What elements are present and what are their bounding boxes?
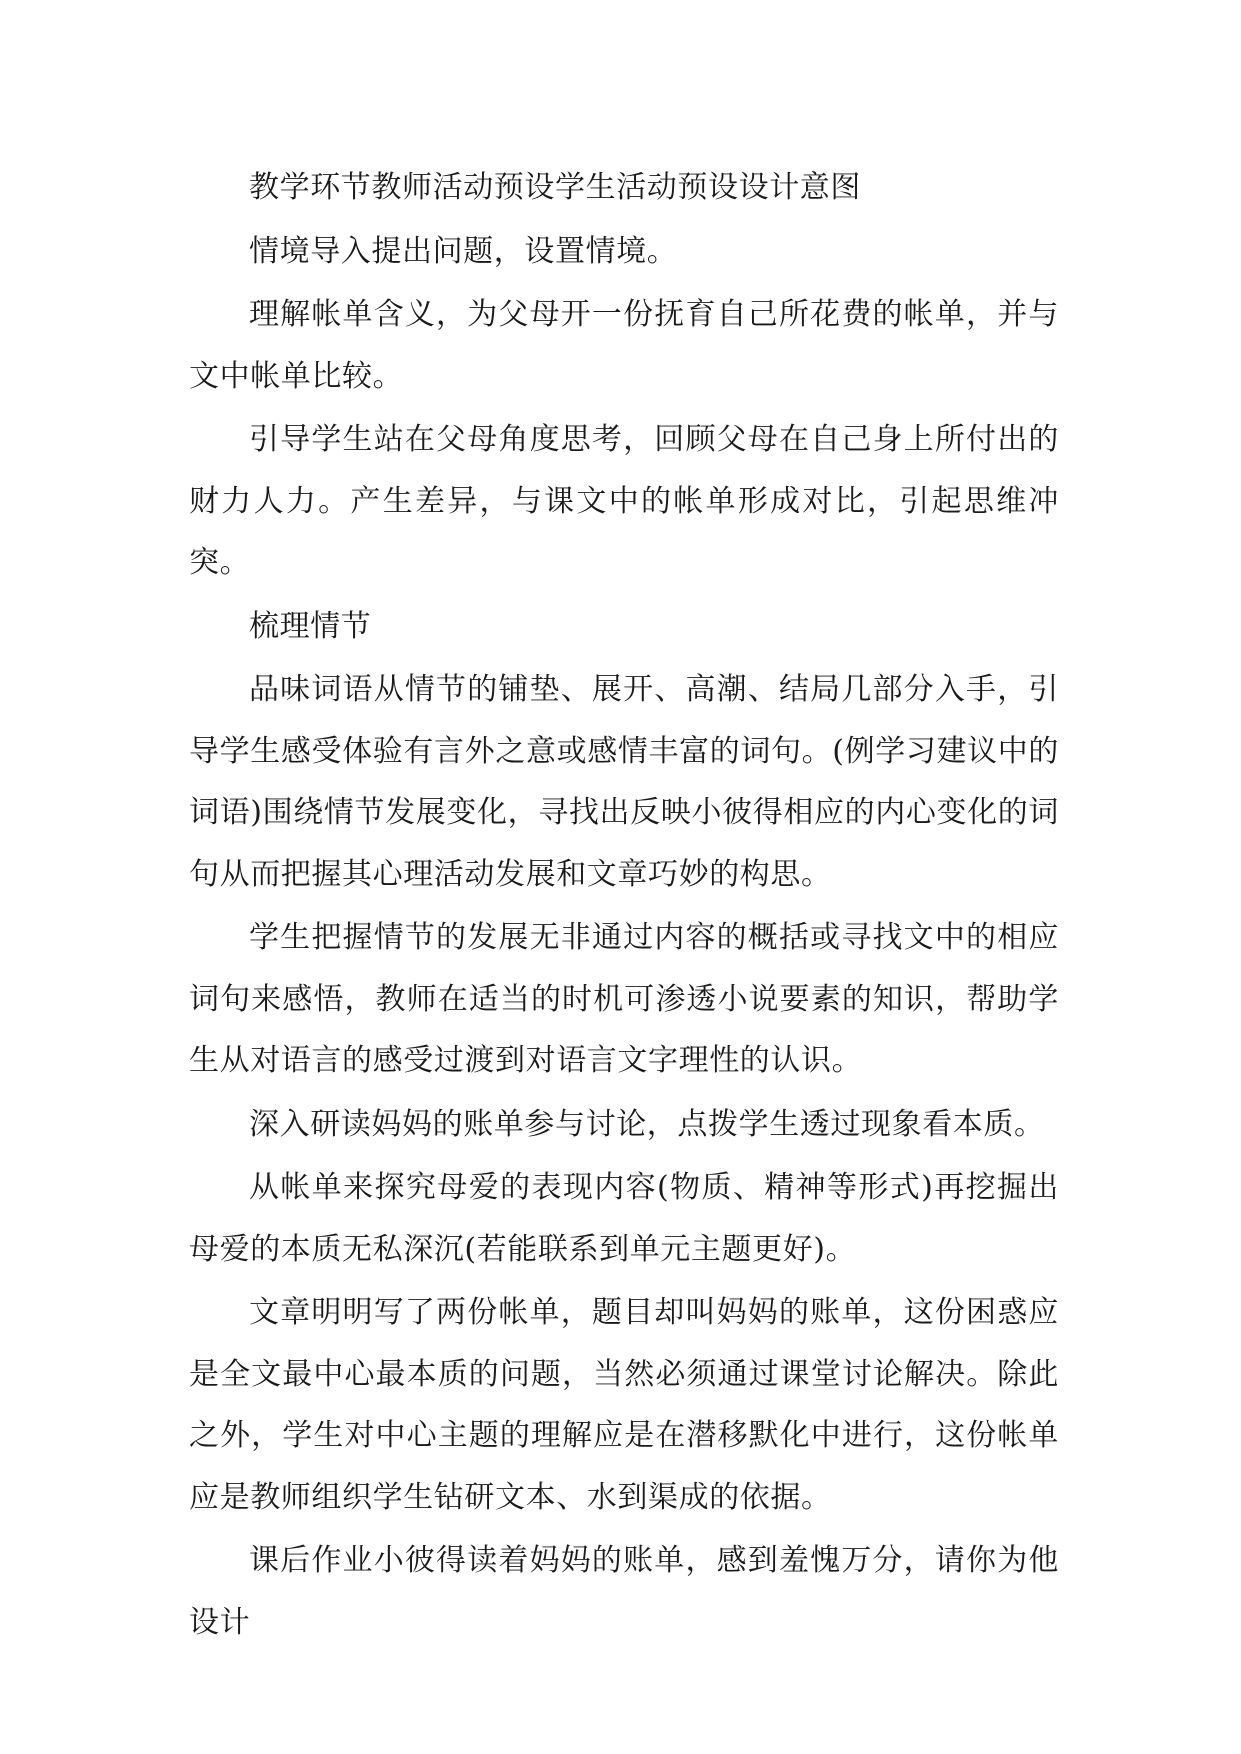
paragraph-two-bills: 文章明明写了两份帐单，题目却叫妈妈的账单，这份困惑应是全文最中心最本质的问题，当然必须通过课堂讨论解决。除此之外，学生对中心主题的理解应是在潜移默化中进行，这份帐单应是教师组织学生钻研文本、水到渠成的依据。 — [189, 1295, 1059, 1515]
paragraph-deep-reading: 深入研读妈妈的账单参与讨论，点拨学生透过现象看本质。 — [249, 1106, 1045, 1142]
paragraph-bill-meaning: 理解帐单含义，为父母开一份抚育自己所花费的帐单，并与文中帐单比较。 — [189, 297, 1059, 394]
document-body — [189, 157, 1059, 1655]
paragraph-motherly-love: 从帐单来探究母爱的表现内容(物质、精神等形式)再挖掘出母爱的本质无私深沉(若能联系到单元主题更好)。 — [189, 1170, 1059, 1267]
paragraph-plot-sorting: 梳理情节 — [249, 608, 372, 644]
paragraph-plot-grasp: 学生把握情节的发展无非通过内容的概括或寻找文中的相应词句来感悟，教师在适当的时机可渗透小说要素的知识，帮助学生从对语言的感受过渡到对语言文字理性的认识。 — [189, 920, 1059, 1078]
paragraph-table-header: 教学环节教师活动预设学生活动预设设计意图 — [249, 170, 861, 205]
paragraph-word-savoring: 品味词语从情节的铺垫、展开、高潮、结局几部分入手，引导学生感受体验有言外之意或感情丰富的词句。(例学习建议中的词语)围绕情节发展变化，寻找出反映小彼得相应的内心变化的词句从而把握其心理活动发展和文章巧妙的构思。 — [189, 672, 1059, 892]
paragraph-homework: 课后作业小彼得读着妈妈的账单，感到羞愧万分，请你为他设计 — [189, 1543, 1059, 1640]
paragraph-parent-perspective: 引导学生站在父母角度思考，回顾父母在自己身上所付出的财力人力。产生差异，与课文中的帐单形成对比，引起思维冲突。 — [189, 422, 1059, 580]
paragraph-situation-intro: 情境导入提出问题，设置情境。 — [249, 233, 678, 269]
